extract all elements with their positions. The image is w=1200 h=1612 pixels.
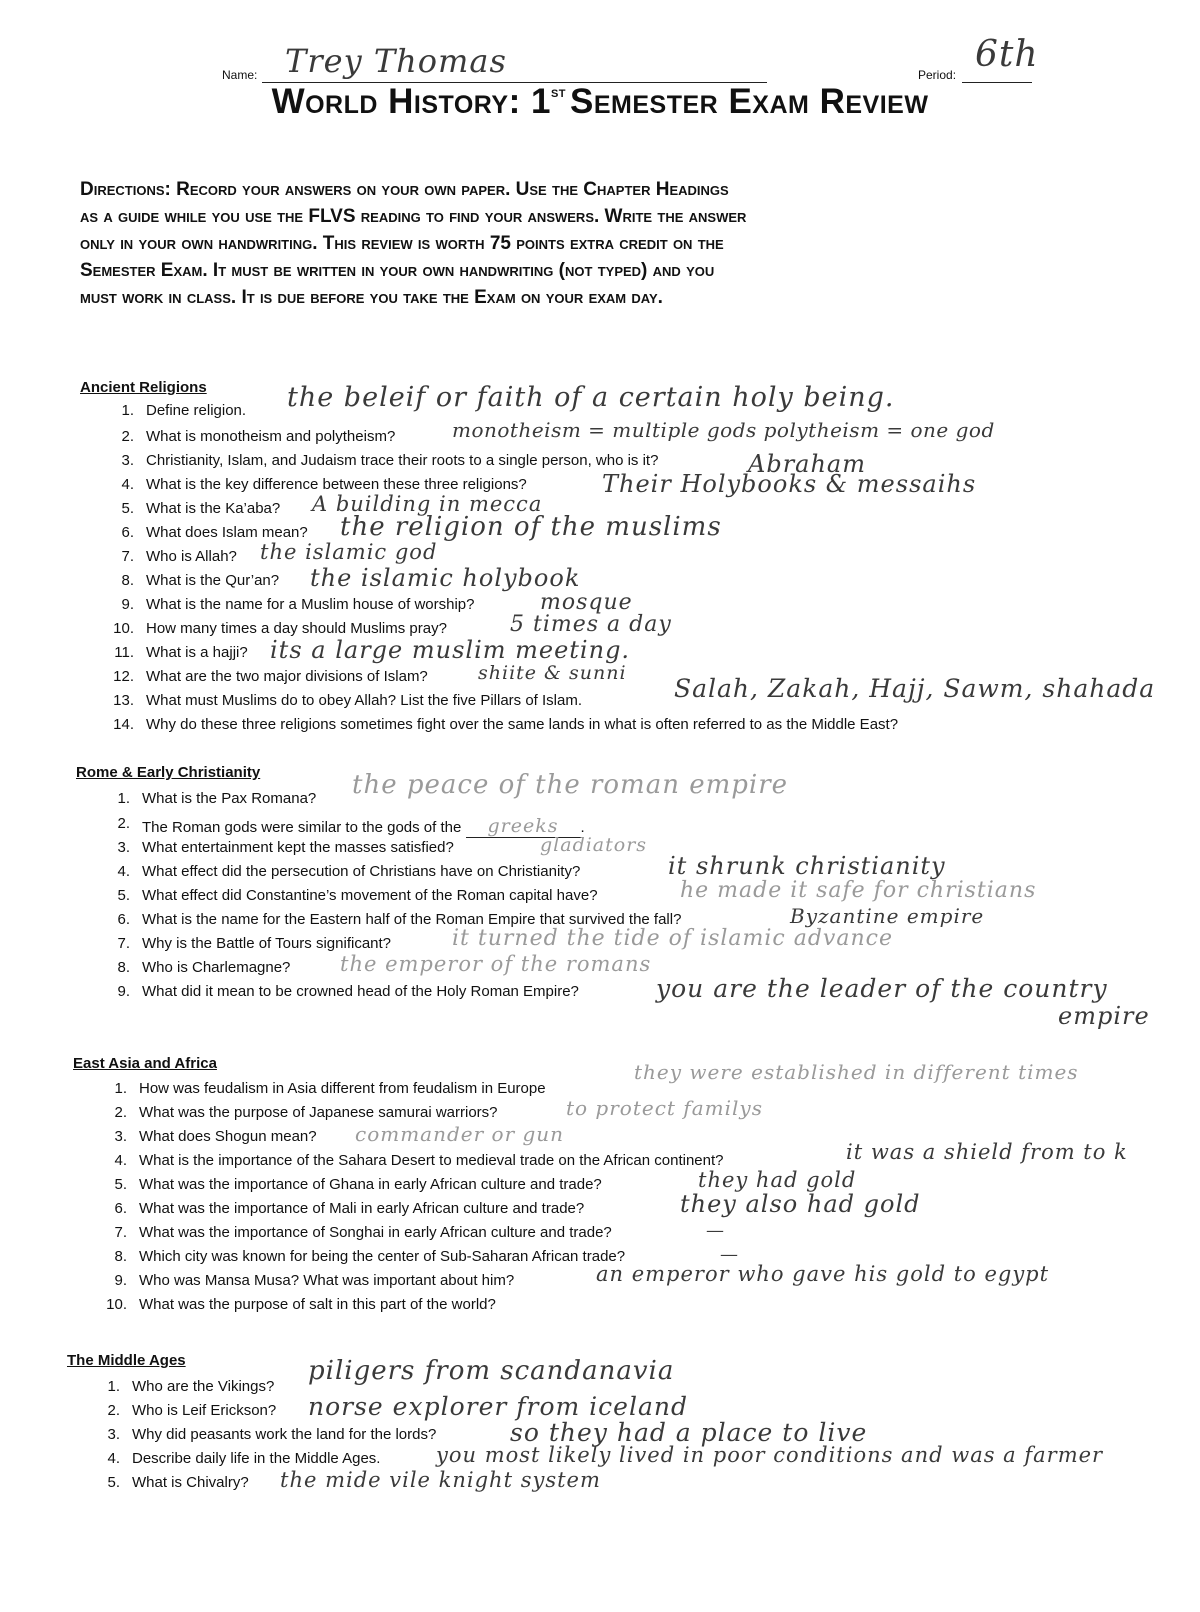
title-superscript: st	[550, 84, 567, 101]
handwritten-answer: the mide vile knight system	[280, 1468, 601, 1492]
handwritten-answer: the peace of the roman empire	[352, 770, 789, 800]
question-text: What is the Qur’an?	[146, 572, 280, 589]
question-number: 7.	[117, 935, 130, 952]
handwritten-answer: its a large muslim meeting.	[270, 636, 631, 664]
question-number: 3.	[117, 839, 130, 856]
question-number: 11.	[114, 644, 134, 661]
question-number: 5.	[117, 887, 130, 904]
handwritten-answer-dash: —	[706, 1220, 725, 1241]
question-number: 2.	[117, 815, 130, 832]
handwritten-answer: norse explorer from iceland	[308, 1392, 688, 1421]
question-number: 6.	[117, 911, 130, 928]
handwritten-answer: he made it safe for christians	[680, 878, 1037, 903]
handwritten-answer: Abraham	[748, 450, 866, 478]
question-text: What was the purpose of Japanese samurai warriors?	[139, 1104, 498, 1121]
handwritten-answer: the religion of the muslims	[340, 512, 722, 542]
question-number: 7.	[114, 1224, 127, 1241]
question-text: What is the name for the Eastern half of the Roman Empire that survived the fall?	[142, 911, 682, 928]
question-number: 2.	[114, 1104, 127, 1121]
question-text: Which city was known for being the center of Sub-Saharan African trade?	[139, 1248, 626, 1265]
handwritten-answer: 5 times a day	[510, 612, 672, 637]
question-text: What is monotheism and polytheism?	[146, 428, 396, 445]
section-heading-ancient-religions: Ancient Religions	[80, 379, 207, 396]
question-text: Christianity, Islam, and Judaism trace their roots to a single person, who is it?	[146, 452, 659, 469]
handwritten-answer-continued: empire	[1058, 1002, 1150, 1030]
question-text: What effect did the persecution of Christians have on Christianity?	[142, 863, 581, 880]
handwritten-answer: A building in mecca	[312, 492, 543, 516]
question-number: 6.	[121, 524, 134, 541]
handwritten-answer: they had gold	[698, 1168, 857, 1192]
handwritten-answer: Byzantine empire	[790, 904, 985, 928]
question-number: 9.	[114, 1272, 127, 1289]
page-title	[0, 82, 1200, 122]
name-label: Name:	[222, 68, 258, 82]
question-number: 9.	[121, 596, 134, 613]
question-number: 5.	[107, 1474, 120, 1491]
question-number: 10.	[113, 620, 134, 637]
question-number: 5.	[114, 1176, 127, 1193]
question-text: Define religion.	[146, 402, 247, 419]
question-text: What does Shogun mean?	[139, 1128, 317, 1145]
question-number: 4.	[114, 1152, 127, 1169]
section-heading-middle-ages: The Middle Ages	[67, 1352, 186, 1369]
question-text: What was the importance of Mali in early African culture and trade?	[139, 1200, 585, 1217]
handwritten-answer: piligers from scandanavia	[308, 1356, 675, 1386]
question-number: 4.	[117, 863, 130, 880]
question-text-after-blank: .	[580, 819, 585, 836]
question-number: 7.	[121, 548, 134, 565]
question-text: What entertainment kept the masses satisfied?	[142, 839, 454, 856]
question-text: Who is Leif Erickson?	[132, 1402, 277, 1419]
question-number: 12.	[113, 668, 134, 685]
question-text: What effect did Constantine’s movement of the Roman capital have?	[142, 887, 598, 904]
handwritten-answer: Their Holybooks & messaihs	[602, 470, 977, 498]
title-part-2: Semester Exam Review	[570, 82, 929, 121]
question-text: What is the Ka’aba?	[146, 500, 281, 517]
directions-line: Directions: Record your answers on your own paper. Use the Chapter Headings	[80, 179, 729, 200]
question-number: 1.	[114, 1080, 127, 1097]
question-number: 5.	[121, 500, 134, 517]
question-text: What must Muslims do to obey Allah? List the five Pillars of Islam.	[146, 692, 583, 709]
question-text: What is Chivalry?	[132, 1474, 249, 1491]
handwritten-answer: the beleif or faith of a certain holy being.	[287, 382, 895, 413]
question-text: What was the importance of Songhai in early African culture and trade?	[139, 1224, 612, 1241]
question-number: 13.	[113, 692, 134, 709]
question-text: What is the Pax Romana?	[142, 790, 317, 807]
handwritten-answer: they were established in different times	[634, 1060, 1079, 1084]
handwritten-answer: so they had a place to live	[510, 1418, 868, 1447]
question-number: 3.	[107, 1426, 120, 1443]
handwritten-answer: you most likely lived in poor conditions and was a farmer	[436, 1443, 1104, 1467]
question-number: 8.	[121, 572, 134, 589]
handwritten-answer: mosque	[540, 590, 633, 615]
question-number: 10.	[106, 1296, 127, 1313]
question-text: What is the name for a Muslim house of worship?	[146, 596, 475, 613]
handwritten-answer: an emperor who gave his gold to egypt	[596, 1262, 1050, 1286]
question-number: 3.	[114, 1128, 127, 1145]
question-text: Who is Allah?	[146, 548, 237, 565]
period-value: 6th	[975, 34, 1039, 75]
question-text: Who are the Vikings?	[132, 1378, 275, 1395]
question-text: What is the importance of the Sahara Desert to medieval trade on the African continent?	[139, 1152, 724, 1169]
question-text-before-blank: The Roman gods were similar to the gods of the	[142, 819, 462, 836]
section-heading-east-asia-africa: East Asia and Africa	[73, 1055, 217, 1072]
question-number: 1.	[107, 1378, 120, 1395]
question-text: Why do these three religions sometimes fight over the same lands in what is often referred to as the Middle East?	[146, 716, 899, 733]
question-number: 4.	[107, 1450, 120, 1467]
directions-paragraph	[80, 176, 1150, 311]
handwritten-answer: it turned the tide of islamic advance	[452, 926, 893, 951]
question-text: Who was Mansa Musa? What was important about him?	[139, 1272, 515, 1289]
directions-line: must work in class. It is due before you take the Exam on your exam day.	[80, 287, 663, 308]
question-number: 3.	[121, 452, 134, 469]
handwritten-answer: shiite & sunni	[478, 662, 627, 684]
question-number: 4.	[121, 476, 134, 493]
question-text: What was the importance of Ghana in early African culture and trade?	[139, 1176, 602, 1193]
handwritten-answer: Salah, Zakah, Hajj, Sawm, shahada	[674, 674, 1156, 703]
handwritten-answer-dash: —	[720, 1244, 739, 1265]
directions-line: Semester Exam. It must be written in your own handwriting (not typed) and you	[80, 260, 715, 281]
question-number: 14.	[113, 716, 134, 733]
question-text: What are the two major divisions of Islam?	[146, 668, 428, 685]
question-number: 8.	[117, 959, 130, 976]
period-label: Period:	[918, 68, 957, 82]
question-text: What is a hajji?	[146, 644, 248, 661]
question-number: 6.	[114, 1200, 127, 1217]
question-number: 2.	[121, 428, 134, 445]
student-name: Trey Thomas	[285, 42, 507, 80]
handwritten-answer: it was a shield from to k	[846, 1140, 1128, 1164]
question-text: Why is the Battle of Tours significant?	[142, 935, 392, 952]
handwritten-answer: gladiators	[540, 834, 648, 856]
handwritten-answer: commander or gun	[355, 1122, 565, 1146]
question-number: 1.	[117, 790, 130, 807]
question-text: What was the purpose of salt in this part of the world?	[139, 1296, 496, 1313]
question-text: What does Islam mean?	[146, 524, 308, 541]
question-text	[142, 815, 585, 838]
directions-line: as a guide while you use the FLVS reading to find your answers. Write the answer	[80, 206, 747, 227]
question-text: What is the key difference between these three religions?	[146, 476, 527, 493]
question-number: 9.	[117, 983, 130, 1000]
question-text: Who is Charlemagne?	[142, 959, 291, 976]
handwritten-answer: monotheism = multiple gods polytheism = one god	[452, 418, 995, 442]
blank-answer: greeks	[487, 815, 559, 837]
title-part-1: World History: 1	[271, 82, 551, 121]
question-number: 1.	[121, 402, 134, 419]
handwritten-answer: you are the leader of the country	[656, 974, 1108, 1003]
handwritten-answer: the islamic holybook	[310, 564, 581, 592]
question-text: Describe daily life in the Middle Ages.	[132, 1450, 381, 1467]
section-heading-rome-early-christianity: Rome & Early Christianity	[76, 764, 261, 781]
handwritten-answer: to protect familys	[566, 1096, 763, 1120]
question-number: 2.	[107, 1402, 120, 1419]
question-text: How many times a day should Muslims pray?	[146, 620, 447, 637]
question-text: How was feudalism in Asia different from feudalism in Europe	[139, 1080, 546, 1097]
handwritten-answer: the islamic god	[260, 540, 438, 564]
question-text: Why did peasants work the land for the lords?	[132, 1426, 437, 1443]
handwritten-answer: the emperor of the romans	[340, 952, 652, 976]
handwritten-answer: they also had gold	[680, 1190, 921, 1218]
directions-line: only in your own handwriting. This review is worth 75 points extra credit on the	[80, 233, 724, 254]
question-number: 8.	[114, 1248, 127, 1265]
question-text: What did it mean to be crowned head of the Holy Roman Empire?	[142, 983, 579, 1000]
handwritten-answer: it shrunk christianity	[668, 852, 946, 880]
